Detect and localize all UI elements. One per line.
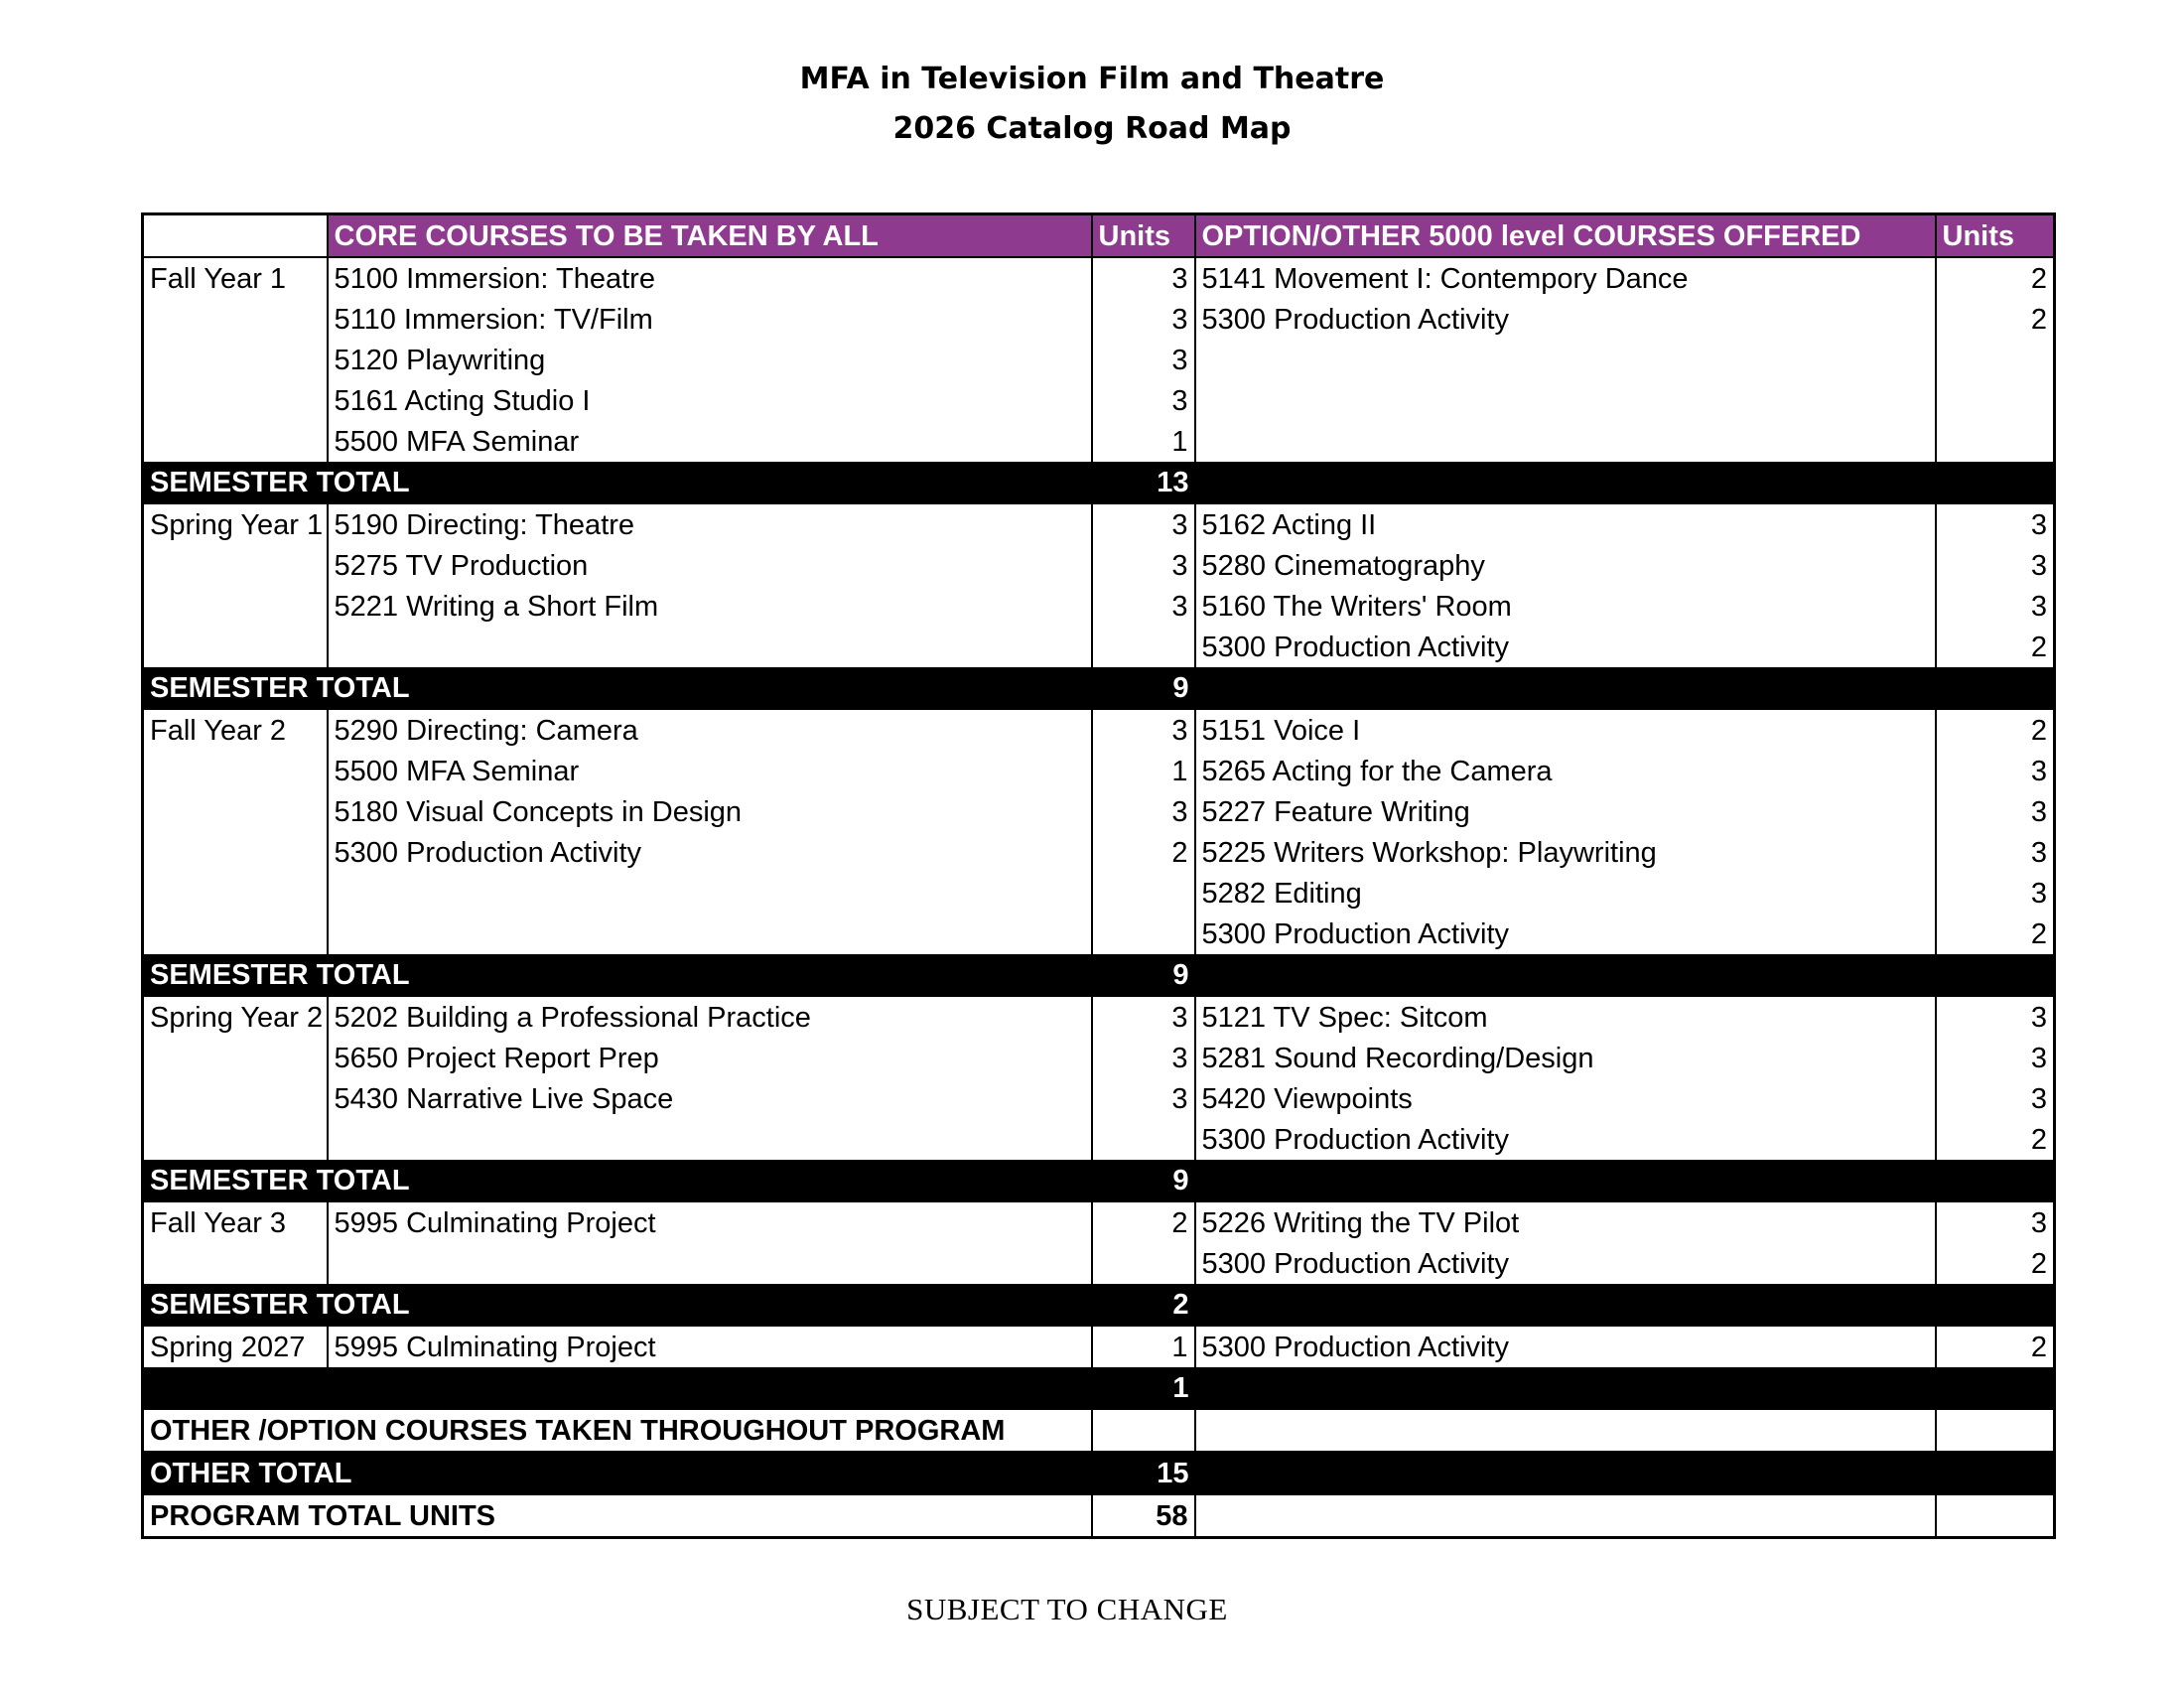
- term-label-empty: [143, 791, 328, 832]
- core-units: [1092, 873, 1195, 914]
- semester-total-value: 2: [1092, 1284, 1195, 1326]
- term-label-empty: [143, 545, 328, 586]
- semester-total-row: [143, 1160, 2055, 1201]
- semester-total-label: SEMESTER TOTAL: [143, 667, 1092, 709]
- option-course: 5300 Production Activity: [1195, 1326, 1936, 1367]
- core-units: 1: [1092, 1326, 1195, 1367]
- term-label-empty: [143, 914, 328, 954]
- core-units: 1: [1092, 751, 1195, 791]
- option-course: 5160 The Writers' Room: [1195, 586, 1936, 627]
- semester-total-label: SEMESTER TOTAL: [143, 462, 1092, 503]
- table-row: [143, 257, 2055, 299]
- table-row: [143, 380, 2055, 421]
- core-course: 5995 Culminating Project: [328, 1326, 1092, 1367]
- program-total-row: [143, 1494, 2055, 1538]
- table-row: [143, 299, 2055, 340]
- other-courses-row: [143, 1409, 2055, 1452]
- table-row: [143, 751, 2055, 791]
- option-units: 3: [1936, 832, 2055, 873]
- table-row: [143, 832, 2055, 873]
- core-course: [328, 1119, 1092, 1160]
- option-units: 3: [1936, 751, 2055, 791]
- table-row: [143, 340, 2055, 380]
- term-label-empty: [143, 380, 328, 421]
- core-units: 3: [1092, 791, 1195, 832]
- core-units: 3: [1092, 299, 1195, 340]
- option-units: 3: [1936, 873, 2055, 914]
- term-label-empty: [143, 421, 328, 462]
- table-row: [143, 873, 2055, 914]
- core-course: 5202 Building a Professional Practice: [328, 996, 1092, 1038]
- option-units: 3: [1936, 1078, 2055, 1119]
- core-course: 5300 Production Activity: [328, 832, 1092, 873]
- table-row: [143, 1243, 2055, 1284]
- semester-total-row: [143, 462, 2055, 503]
- core-course: 5430 Narrative Live Space: [328, 1078, 1092, 1119]
- term-label: Fall Year 2: [143, 709, 328, 751]
- option-units: [1936, 340, 2055, 380]
- term-label-empty: [143, 832, 328, 873]
- option-course: 5141 Movement I: Contempory Dance: [1195, 257, 1936, 299]
- table-row: [143, 545, 2055, 586]
- option-units: 2: [1936, 914, 2055, 954]
- other-courses-option-units: [1936, 1409, 2055, 1452]
- table-row: [143, 586, 2055, 627]
- core-course: [328, 873, 1092, 914]
- term-label-empty: [143, 751, 328, 791]
- core-units: [1092, 914, 1195, 954]
- term-label-empty: [143, 299, 328, 340]
- term-label: Spring Year 1: [143, 503, 328, 545]
- semester-total-value: 9: [1092, 667, 1195, 709]
- table-row: [143, 503, 2055, 545]
- other-total-value: 15: [1092, 1452, 1195, 1494]
- option-units: [1936, 380, 2055, 421]
- total-spacer: [1195, 1160, 2055, 1201]
- core-units: 2: [1092, 832, 1195, 873]
- option-units-header: Units: [1936, 214, 2055, 258]
- term-label: Spring Year 2: [143, 996, 328, 1038]
- term-label-empty: [143, 873, 328, 914]
- total-spacer: [1195, 462, 2055, 503]
- semester-total-label: SEMESTER TOTAL: [143, 954, 1092, 996]
- program-total-label: PROGRAM TOTAL UNITS: [143, 1494, 1092, 1538]
- core-course: 5190 Directing: Theatre: [328, 503, 1092, 545]
- table-row: [143, 914, 2055, 954]
- option-units: 3: [1936, 545, 2055, 586]
- option-course: 5300 Production Activity: [1195, 1243, 1936, 1284]
- table-row: [143, 1326, 2055, 1367]
- term-label: Spring 2027: [143, 1326, 328, 1367]
- term-label-empty: [143, 1243, 328, 1284]
- option-units: 2: [1936, 1243, 2055, 1284]
- other-courses-units: [1092, 1409, 1195, 1452]
- option-units: 2: [1936, 709, 2055, 751]
- option-units: 3: [1936, 503, 2055, 545]
- core-units: [1092, 1243, 1195, 1284]
- core-units: [1092, 627, 1195, 667]
- core-units: 3: [1092, 340, 1195, 380]
- option-course: 5280 Cinematography: [1195, 545, 1936, 586]
- option-course: [1195, 421, 1936, 462]
- table-row: [143, 791, 2055, 832]
- total-spacer: [1195, 1367, 2055, 1409]
- core-course: 5100 Immersion: Theatre: [328, 257, 1092, 299]
- semester-total-value: 9: [1092, 1160, 1195, 1201]
- option-course: 5151 Voice I: [1195, 709, 1936, 751]
- document-subtitle: 2026 Catalog Road Map: [892, 111, 1292, 146]
- term-label: Fall Year 1: [143, 257, 328, 299]
- core-course: [328, 627, 1092, 667]
- program-total-value: 58: [1092, 1494, 1195, 1538]
- option-course: [1195, 380, 1936, 421]
- option-units: 3: [1936, 1201, 2055, 1243]
- table-row: [143, 709, 2055, 751]
- core-units: 3: [1092, 380, 1195, 421]
- core-courses-header: CORE COURSES TO BE TAKEN BY ALL: [328, 214, 1092, 258]
- option-course: 5300 Production Activity: [1195, 627, 1936, 667]
- table-row: [143, 421, 2055, 462]
- term-label-empty: [143, 1119, 328, 1160]
- semester-total-label: SEMESTER TOTAL: [143, 1160, 1092, 1201]
- option-course: 5300 Production Activity: [1195, 914, 1936, 954]
- option-units: 2: [1936, 257, 2055, 299]
- term-label: Fall Year 3: [143, 1201, 328, 1243]
- core-course: 5650 Project Report Prep: [328, 1038, 1092, 1078]
- core-course: [328, 1243, 1092, 1284]
- option-units: 2: [1936, 1119, 2055, 1160]
- core-units: 3: [1092, 709, 1195, 751]
- table-row: [143, 1038, 2055, 1078]
- option-units: 2: [1936, 299, 2055, 340]
- option-course: 5282 Editing: [1195, 873, 1936, 914]
- option-course: 5300 Production Activity: [1195, 1119, 1936, 1160]
- term-label-empty: [143, 586, 328, 627]
- option-course: 5121 TV Spec: Sitcom: [1195, 996, 1936, 1038]
- option-course: 5227 Feature Writing: [1195, 791, 1936, 832]
- core-units: 3: [1092, 257, 1195, 299]
- option-units: 3: [1936, 791, 2055, 832]
- option-course: 5265 Acting for the Camera: [1195, 751, 1936, 791]
- core-course: 5110 Immersion: TV/Film: [328, 299, 1092, 340]
- core-units: 3: [1092, 545, 1195, 586]
- document-title: MFA in Television Film and Theatre: [799, 62, 1385, 96]
- option-course: 5162 Acting II: [1195, 503, 1936, 545]
- footer-note: SUBJECT TO CHANGE: [906, 1592, 1228, 1626]
- semester-total-row: [143, 1284, 2055, 1326]
- header-row: [143, 214, 2055, 258]
- other-total-label: OTHER TOTAL: [143, 1452, 1092, 1494]
- semester-total-row: [143, 1367, 2055, 1409]
- core-units: 1: [1092, 421, 1195, 462]
- table-row: [143, 1201, 2055, 1243]
- total-spacer: [1195, 954, 2055, 996]
- option-units: 2: [1936, 627, 2055, 667]
- core-units: 3: [1092, 1038, 1195, 1078]
- core-course: 5290 Directing: Camera: [328, 709, 1092, 751]
- table-row: [143, 627, 2055, 667]
- core-course: 5500 MFA Seminar: [328, 421, 1092, 462]
- core-units: 3: [1092, 586, 1195, 627]
- core-course: 5500 MFA Seminar: [328, 751, 1092, 791]
- core-course: [328, 914, 1092, 954]
- term-label-empty: [143, 1038, 328, 1078]
- semester-total-row: [143, 954, 2055, 996]
- core-units-header: Units: [1092, 214, 1195, 258]
- option-course: 5300 Production Activity: [1195, 299, 1936, 340]
- table-row: [143, 1119, 2055, 1160]
- road-map-table: [141, 212, 2056, 1539]
- option-units: 3: [1936, 996, 2055, 1038]
- option-course: 5225 Writers Workshop: Playwriting: [1195, 832, 1936, 873]
- core-units: 3: [1092, 503, 1195, 545]
- program-total-option-units: [1936, 1494, 2055, 1538]
- term-label-empty: [143, 340, 328, 380]
- term-label-empty: [143, 1078, 328, 1119]
- option-units: 2: [1936, 1326, 2055, 1367]
- option-course: [1195, 340, 1936, 380]
- core-course: 5161 Acting Studio I: [328, 380, 1092, 421]
- core-course: 5995 Culminating Project: [328, 1201, 1092, 1243]
- core-units: [1092, 1119, 1195, 1160]
- core-course: 5180 Visual Concepts in Design: [328, 791, 1092, 832]
- semester-total-value: 13: [1092, 462, 1195, 503]
- option-units: 3: [1936, 586, 2055, 627]
- other-courses-option: [1195, 1409, 1936, 1452]
- semester-total-value: 9: [1092, 954, 1195, 996]
- option-units: [1936, 421, 2055, 462]
- total-spacer: [1195, 1284, 2055, 1326]
- semester-total-label: [143, 1367, 1092, 1409]
- option-course: 5420 Viewpoints: [1195, 1078, 1936, 1119]
- semester-total-value: 1: [1092, 1367, 1195, 1409]
- core-course: 5275 TV Production: [328, 545, 1092, 586]
- total-spacer: [1195, 667, 2055, 709]
- option-course: 5226 Writing the TV Pilot: [1195, 1201, 1936, 1243]
- option-courses-header: OPTION/OTHER 5000 level COURSES OFFERED: [1195, 214, 1936, 258]
- other-total-row: [143, 1452, 2055, 1494]
- core-units: 3: [1092, 1078, 1195, 1119]
- core-course: 5221 Writing a Short Film: [328, 586, 1092, 627]
- core-units: 3: [1092, 996, 1195, 1038]
- core-units: 2: [1092, 1201, 1195, 1243]
- option-course: 5281 Sound Recording/Design: [1195, 1038, 1936, 1078]
- core-course: 5120 Playwriting: [328, 340, 1092, 380]
- header-term-cell: [143, 214, 328, 258]
- semester-total-row: [143, 667, 2055, 709]
- program-total-option: [1195, 1494, 1936, 1538]
- other-courses-label: OTHER /OPTION COURSES TAKEN THROUGHOUT PROGRAM: [143, 1409, 1092, 1452]
- table-row: [143, 996, 2055, 1038]
- option-units: 3: [1936, 1038, 2055, 1078]
- term-label-empty: [143, 627, 328, 667]
- table-row: [143, 1078, 2055, 1119]
- total-spacer: [1195, 1452, 2055, 1494]
- semester-total-label: SEMESTER TOTAL: [143, 1284, 1092, 1326]
